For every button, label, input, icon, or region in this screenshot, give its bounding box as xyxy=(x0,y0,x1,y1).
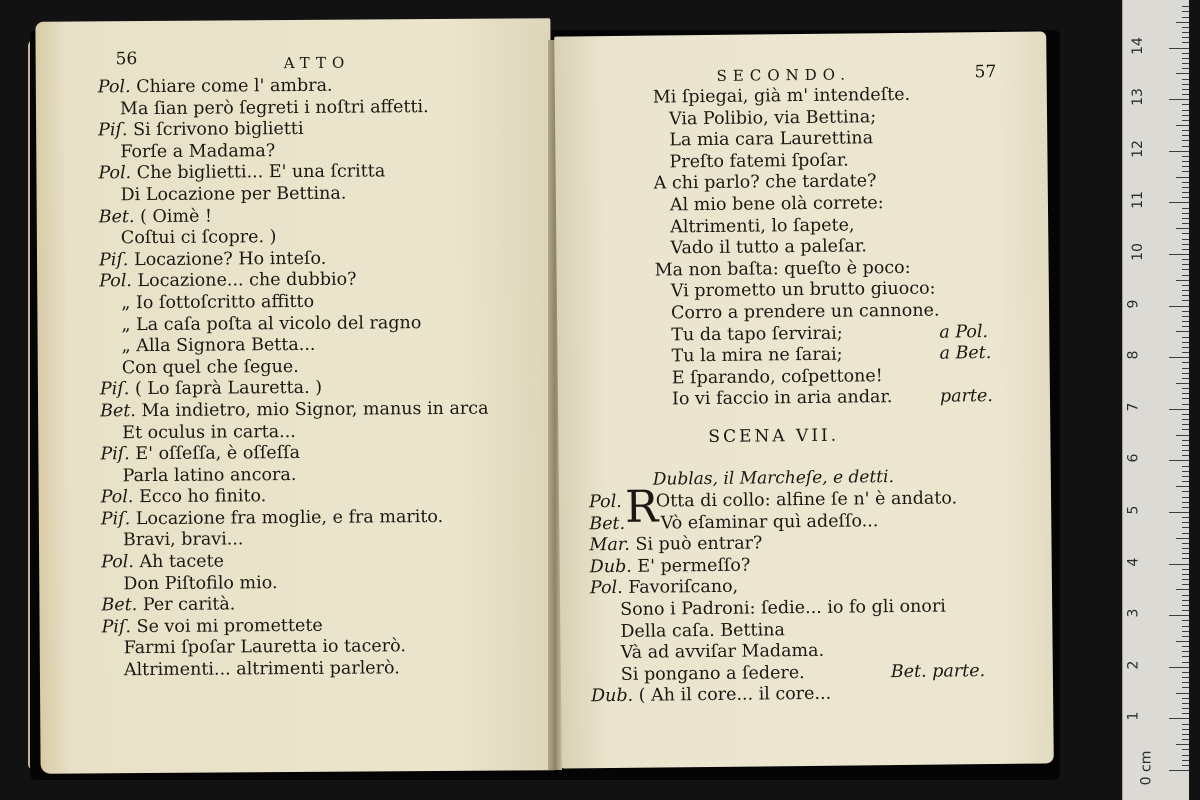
text-line xyxy=(101,593,490,617)
verse-line xyxy=(656,386,994,412)
ruler-tick xyxy=(1182,187,1189,188)
ruler-tick xyxy=(1182,558,1189,559)
ruler-tick xyxy=(1182,156,1189,157)
ruler-tick xyxy=(1182,337,1189,338)
ruler-tick xyxy=(1182,316,1189,317)
ruler-tick xyxy=(1182,749,1189,750)
text-line xyxy=(102,614,491,638)
page-number-right: 57 xyxy=(974,61,997,83)
ruler-tick xyxy=(1182,522,1189,523)
line-text: E ſparando, coſpettone! xyxy=(671,365,883,389)
text-line xyxy=(99,247,488,271)
line-text: A chi parlo? che tardate? xyxy=(653,171,877,194)
ruler-tick xyxy=(1182,636,1189,637)
ruler-tick xyxy=(1182,574,1189,575)
line-text: Si può entrar? xyxy=(629,533,763,556)
ruler-tick xyxy=(1182,362,1189,363)
ruler-tick xyxy=(1182,37,1189,38)
ruler-tick xyxy=(1169,357,1189,358)
line-text: Con quel che ſegue. xyxy=(121,356,299,378)
ruler-tick xyxy=(1182,646,1189,647)
scene-characters: Dublas, il Marcheſe, e detti. xyxy=(652,467,895,490)
text-line xyxy=(101,528,490,552)
verse-line xyxy=(655,301,940,326)
ruler-tick xyxy=(1182,626,1189,627)
ruler-tick xyxy=(1182,620,1189,621)
ruler-tick xyxy=(1182,166,1189,167)
left-page-text xyxy=(98,75,491,682)
ruler-tick xyxy=(1182,84,1189,85)
aria-verse xyxy=(652,84,994,412)
line-text: Per carità. xyxy=(137,594,236,616)
ruler-label: 9 xyxy=(1125,299,1142,309)
ruler-tick xyxy=(1169,202,1189,203)
ruler-label: 4 xyxy=(1125,557,1142,567)
line-text: ( Ah il core... il core... xyxy=(633,684,832,707)
ruler-tick xyxy=(1169,770,1189,771)
verse-line xyxy=(656,365,941,390)
line-text: Ma ſian però ſegreti i noſtri affetti. xyxy=(119,96,429,119)
ruler-tick xyxy=(1169,409,1189,410)
speaker-name: Piſ. xyxy=(98,120,128,141)
text-line xyxy=(99,226,488,250)
ruler-tick xyxy=(1182,321,1189,322)
ruler-tick xyxy=(1176,22,1189,23)
ruler-tick xyxy=(1182,404,1189,405)
text-line xyxy=(98,75,487,99)
ruler-tick xyxy=(1182,58,1189,59)
stage-direction: parte. xyxy=(939,386,994,407)
text-line xyxy=(101,507,490,531)
ruler-tick xyxy=(1182,89,1189,90)
ruler-tick xyxy=(1182,466,1189,467)
ruler-tick xyxy=(1182,543,1189,544)
ruler-tick xyxy=(1182,419,1189,420)
ruler-tick xyxy=(1176,744,1189,745)
line-text: Bravi, bravi... xyxy=(122,529,244,551)
line-text: Ma non baſta: queſto è poco: xyxy=(654,257,911,281)
ruler-tick xyxy=(1182,672,1189,673)
line-text: Che biglietti... E' una ſcritta xyxy=(131,161,386,184)
running-head-right: SECONDO. xyxy=(716,65,852,85)
ruler-tick xyxy=(1182,424,1189,425)
verse-line xyxy=(653,128,938,153)
ruler-tick xyxy=(1182,569,1189,570)
ruler-tick xyxy=(1182,373,1189,374)
text-line xyxy=(98,96,487,120)
line-text: Vò eſaminar quì adeſſo... xyxy=(654,510,879,534)
speaker-name: Pol. xyxy=(99,271,133,292)
ruler-tick xyxy=(1182,311,1189,312)
line-text: Parla latino ancora. xyxy=(122,464,297,486)
ruler-tick xyxy=(1182,471,1189,472)
line-text: Và ad avviſar Madama. xyxy=(620,640,825,664)
ruler-tick xyxy=(1182,326,1189,327)
ruler-tick xyxy=(1182,476,1189,477)
ruler-label: 12 xyxy=(1129,139,1146,158)
speaker-name: Bet. xyxy=(101,595,138,616)
line-text: Favoriſcano, xyxy=(622,577,739,599)
ruler-tick xyxy=(1176,73,1189,74)
verse-line xyxy=(655,279,940,304)
right-page xyxy=(554,31,1054,768)
line-text: Tu la mira ne ſarai; xyxy=(671,344,843,367)
line-text: Ecco ho finito. xyxy=(133,486,267,508)
ruler-tick xyxy=(1182,213,1189,214)
ruler-tick xyxy=(1182,491,1189,492)
text-line xyxy=(98,161,487,185)
ruler-tick xyxy=(1182,584,1189,585)
ruler-tick xyxy=(1182,502,1189,503)
ruler-tick xyxy=(1176,228,1189,229)
speaker-name: Pol. xyxy=(98,163,132,184)
line-text: Sono i Padroni: ſedie... io fo gli onori xyxy=(620,596,946,620)
ruler-label: 3 xyxy=(1125,608,1142,618)
ruler-tick xyxy=(1182,285,1189,286)
text-line xyxy=(99,183,488,207)
line-text: E' permeſſo? xyxy=(631,555,751,577)
ruler-tick xyxy=(1169,615,1189,616)
ruler-tick xyxy=(1182,682,1189,683)
ruler-tick xyxy=(1182,739,1189,740)
line-text: Don Piſtofilo mio. xyxy=(123,572,278,594)
ruler-tick xyxy=(1176,435,1189,436)
text-line xyxy=(99,291,488,315)
ruler-tick xyxy=(1182,27,1189,28)
running-head-left: ATTO xyxy=(283,53,351,73)
ruler-tick xyxy=(1169,306,1189,307)
text-line xyxy=(98,118,487,142)
ruler-tick xyxy=(1169,48,1189,49)
dialogue-line xyxy=(591,683,959,708)
ruler-tick xyxy=(1182,269,1189,270)
ruler-tick xyxy=(1182,63,1189,64)
line-text: Tu da tapo ſervirai; xyxy=(671,323,843,345)
line-text: E' oſſeſſa, è oſſeſſa xyxy=(129,443,301,465)
ruler-tick xyxy=(1182,115,1189,116)
ruler-tick xyxy=(1182,110,1189,111)
ruler-tick xyxy=(1182,290,1189,291)
line-text: Della caſa. Bettina xyxy=(620,619,785,642)
stage-direction: a Pol. xyxy=(939,321,989,343)
scene-dialogue xyxy=(588,481,986,708)
verse-line xyxy=(655,321,989,347)
line-text: Si ſcrivono biglietti xyxy=(127,119,304,141)
line-text: Mi ſpiegai, già m' intendeſte. xyxy=(652,84,911,108)
line-text: Si pongano a ſedere. xyxy=(620,662,805,685)
ruler-tick xyxy=(1182,259,1189,260)
ruler-label: 8 xyxy=(1125,350,1142,360)
ruler-tick xyxy=(1182,295,1189,296)
ruler-tick xyxy=(1182,171,1189,172)
ruler-tick xyxy=(1182,729,1189,730)
verse-line xyxy=(654,214,939,239)
verse-line xyxy=(653,85,938,110)
ruler-tick xyxy=(1182,533,1189,534)
text-line xyxy=(100,442,489,466)
speaker-name: Piſ. xyxy=(100,444,130,465)
ruler-tick xyxy=(1182,244,1189,245)
speaker-name: Bet. xyxy=(100,401,136,422)
line-text: Corro a prendere un cannone. xyxy=(670,300,940,324)
line-text: Coſtui ci ſcopre. ) xyxy=(120,227,277,249)
line-text: Forſe a Madama? xyxy=(120,140,276,162)
ruler-tick xyxy=(1182,94,1189,95)
ruler-tick xyxy=(1182,553,1189,554)
speaker-name: Bet. xyxy=(589,513,626,534)
line-text: Locazione fra moglie, e fra marito. xyxy=(130,506,444,530)
text-line xyxy=(100,334,489,358)
ruler-tick xyxy=(1176,486,1189,487)
ruler-tick xyxy=(1182,17,1189,18)
ruler-tick xyxy=(1182,182,1189,183)
ruler-tick xyxy=(1182,610,1189,611)
ruler-label: 0 cm xyxy=(1138,750,1155,786)
ruler-tick xyxy=(1182,233,1189,234)
ruler-tick xyxy=(1169,460,1189,461)
line-text: Altrimenti, lo ſapete, xyxy=(670,215,855,237)
speaker-name: Mar. xyxy=(589,535,630,556)
line-text: Locazione... che dubbio? xyxy=(131,269,357,292)
ruler-tick xyxy=(1182,53,1189,54)
line-text: „ Io ſottoſcritto affitto xyxy=(121,291,315,314)
ruler-tick xyxy=(1182,68,1189,69)
ruler-tick xyxy=(1182,765,1189,766)
ruler-tick xyxy=(1176,641,1189,642)
text-line xyxy=(99,204,488,228)
ruler-tick xyxy=(1182,429,1189,430)
verse-line xyxy=(654,193,939,218)
ruler-tick xyxy=(1182,249,1189,250)
verse-line xyxy=(654,236,939,261)
page-number-left: 56 xyxy=(115,49,138,70)
speaker-name: Pol. xyxy=(100,487,134,508)
text-line xyxy=(101,571,490,595)
drop-cap: R xyxy=(624,481,659,533)
ruler-tick xyxy=(1182,445,1189,446)
speaker-name: Dub. xyxy=(590,686,634,707)
text-line xyxy=(101,550,490,574)
ruler-tick xyxy=(1182,11,1189,12)
ruler-tick xyxy=(1169,254,1189,255)
text-line xyxy=(100,355,489,379)
ruler-label: 6 xyxy=(1125,453,1142,463)
ruler-tick xyxy=(1182,724,1189,725)
ruler-tick xyxy=(1182,146,1189,147)
ruler-tick xyxy=(1182,507,1189,508)
speaker-name: Pol. xyxy=(101,552,134,573)
ruler-tick xyxy=(1182,275,1189,276)
ruler-tick xyxy=(1182,481,1189,482)
ruler-label: 5 xyxy=(1125,505,1142,515)
ruler-tick xyxy=(1182,662,1189,663)
speaker-name: Piſ. xyxy=(99,379,130,400)
speaker-name: Pol. xyxy=(589,578,623,599)
line-text: Otta di collo: alfine ſe n' è andato. xyxy=(655,488,958,512)
ruler-tick xyxy=(1182,398,1189,399)
line-text: ( Lo ſaprà Lauretta. ) xyxy=(129,378,323,400)
ruler-tick xyxy=(1182,527,1189,528)
ruler-tick xyxy=(1182,548,1189,549)
ruler-tick xyxy=(1176,280,1189,281)
ruler-tick xyxy=(1169,151,1189,152)
ruler-tick xyxy=(1182,342,1189,343)
line-text: Vado il tutto a paleſar. xyxy=(670,236,868,259)
line-text: ( Oimè ! xyxy=(134,206,213,227)
speaker-name: Pol. xyxy=(97,77,131,98)
line-text: Preſto fatemi ſpoſar. xyxy=(669,150,849,173)
ruler-tick xyxy=(1169,564,1189,565)
stage-direction: a Bet. xyxy=(939,343,992,364)
line-text: Di Locazione per Bettina. xyxy=(120,183,347,206)
ruler-tick xyxy=(1182,130,1189,131)
text-line xyxy=(100,399,489,423)
ruler-tick xyxy=(1182,79,1189,80)
ruler-tick xyxy=(1182,497,1189,498)
line-text: Ah tacete xyxy=(133,551,225,573)
ruler-tick xyxy=(1182,6,1189,7)
verse-line xyxy=(653,106,938,131)
ruler-tick xyxy=(1182,300,1189,301)
line-text: Locazione? Ho inteſo. xyxy=(128,248,327,270)
ruler-tick xyxy=(1182,651,1189,652)
ruler-tick xyxy=(1176,589,1189,590)
line-text: Ma indietro, mio Signor, manus in arca xyxy=(135,398,489,422)
ruler-tick xyxy=(1182,197,1189,198)
left-page xyxy=(35,18,555,774)
line-text: Io vi faccio in aria andar. xyxy=(671,387,893,410)
ruler-tick xyxy=(1182,218,1189,219)
ruler-tick xyxy=(1182,450,1189,451)
speaker-name: Pol. xyxy=(588,491,622,513)
line-text: Altrimenti... altrimenti parlerò. xyxy=(123,658,400,681)
ruler-tick xyxy=(1182,600,1189,601)
line-text: Et oculus in carta... xyxy=(122,421,296,443)
text-line xyxy=(101,485,490,509)
text-line xyxy=(102,636,491,660)
line-text: „ La caſa poſta al vicolo del ragno xyxy=(121,312,422,335)
ruler-label: 2 xyxy=(1125,660,1142,670)
line-text: Vi prometto un brutto giuoco: xyxy=(670,278,936,302)
ruler-label: 13 xyxy=(1129,88,1146,107)
ruler-tick xyxy=(1176,331,1189,332)
ruler-label: 1 xyxy=(1125,711,1142,721)
ruler-tick xyxy=(1182,579,1189,580)
line-text: „ Alla Signora Betta... xyxy=(121,334,316,357)
ruler-tick xyxy=(1169,667,1189,668)
ruler-label: 7 xyxy=(1125,402,1142,412)
verse-line xyxy=(654,171,939,196)
ruler-tick xyxy=(1182,677,1189,678)
ruler-tick xyxy=(1182,368,1189,369)
ruler-tick xyxy=(1182,120,1189,121)
speaker-name: Piſ. xyxy=(101,616,132,638)
ruler-tick xyxy=(1182,42,1189,43)
line-text: Al mio bene olà correte: xyxy=(669,193,884,216)
ruler-tick xyxy=(1182,192,1189,193)
ruler-tick xyxy=(1182,239,1189,240)
ruler-tick xyxy=(1182,595,1189,596)
ruler-tick xyxy=(1182,440,1189,441)
speaker-name: Piſ. xyxy=(100,509,131,530)
ruler-tick xyxy=(1182,223,1189,224)
ruler-tick xyxy=(1182,347,1189,348)
text-line xyxy=(102,658,491,682)
ruler-tick xyxy=(1182,605,1189,606)
line-text: Se voi mi promettete xyxy=(130,615,323,637)
ruler-tick xyxy=(1182,455,1189,456)
ruler-tick xyxy=(1182,32,1189,33)
ruler-tick xyxy=(1182,631,1189,632)
text-line xyxy=(99,312,488,336)
speaker-name: Bet. xyxy=(98,206,135,227)
ruler-tick xyxy=(1182,656,1189,657)
line-text: La mia cara Laurettina xyxy=(669,128,874,151)
text-line xyxy=(100,377,489,401)
speaker-name: Dub. xyxy=(589,556,632,578)
ruler-tick xyxy=(1182,687,1189,688)
line-text: Via Polibio, via Bettina; xyxy=(668,106,877,129)
ruler-tick xyxy=(1182,517,1189,518)
ruler-tick xyxy=(1182,140,1189,141)
ruler-tick xyxy=(1182,760,1189,761)
ruler-label: 10 xyxy=(1129,243,1146,261)
ruler-tick xyxy=(1182,698,1189,699)
ruler-tick xyxy=(1169,512,1189,513)
text-line xyxy=(100,420,489,444)
speaker-name: Piſ. xyxy=(98,249,129,271)
ruler-label: 11 xyxy=(1129,191,1146,210)
ruler-tick xyxy=(1176,538,1189,539)
ruler-tick xyxy=(1182,388,1189,389)
line-text: Chiare come l' ambra. xyxy=(130,75,333,98)
ruler-tick xyxy=(1182,135,1189,136)
ruler-tick xyxy=(1182,264,1189,265)
ruler-tick xyxy=(1182,708,1189,709)
ruler-label: 14 xyxy=(1129,36,1146,55)
scene-title: SCENA VII. xyxy=(708,425,840,448)
text-line xyxy=(100,463,489,487)
verse-line xyxy=(653,149,938,174)
ruler-tick xyxy=(1182,734,1189,735)
text-line xyxy=(98,139,487,163)
verse-line xyxy=(655,257,940,282)
verse-line xyxy=(655,343,992,369)
ruler-tick xyxy=(1182,755,1189,756)
line-text: Farmi ſpoſar Lauretta io tacerò. xyxy=(123,636,406,659)
text-line xyxy=(99,269,488,293)
ruler-tick xyxy=(1176,693,1189,694)
stage-direction: Bet. parte. xyxy=(890,660,986,682)
measuring-ruler xyxy=(1122,0,1189,800)
ruler-tick xyxy=(1169,718,1189,719)
ruler-tick xyxy=(1182,378,1189,379)
ruler-tick xyxy=(1182,352,1189,353)
ruler-tick xyxy=(1182,703,1189,704)
ruler-tick xyxy=(1176,383,1189,384)
ruler-tick xyxy=(1169,99,1189,100)
ruler-tick xyxy=(1176,177,1189,178)
ruler-tick xyxy=(1182,393,1189,394)
ruler-tick xyxy=(1182,104,1189,105)
ruler-tick xyxy=(1182,161,1189,162)
ruler-tick xyxy=(1182,713,1189,714)
ruler-tick xyxy=(1176,125,1189,126)
ruler-tick xyxy=(1182,208,1189,209)
ruler-tick xyxy=(1182,414,1189,415)
